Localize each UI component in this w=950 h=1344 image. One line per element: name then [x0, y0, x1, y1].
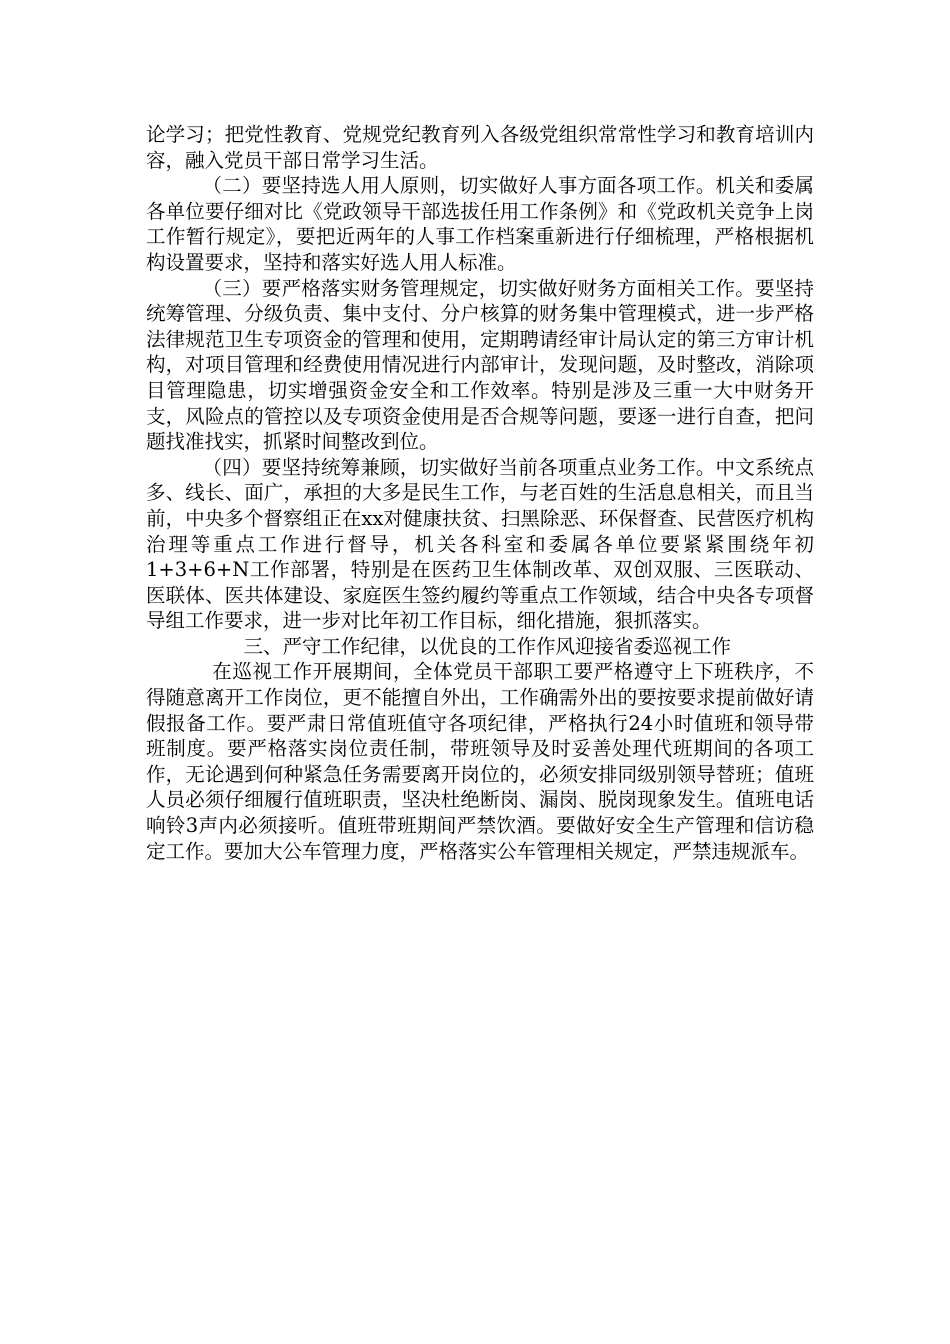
paragraph-key-work: （四）要坚持统筹兼顾，切实做好当前各项重点业务工作。中文系统点多、线长、面广，承担的大多是民生工作，与老百姓的生活息息相关，而且当前，中央多个督察组正在xx对健康扶贫、扫黑除恶、环保督查、民营医疗机构治理等重点工作进行督导，机关各科室和委属各单位要紧紧围绕年初1+3+6+N工作部署，特别是在医药卫生体制改革、双创双服、三医联动、医联体、医共体建设、家庭医生签约履约等重点工作领域，结合中央各专项督导组工作要求，进一步对比年初工作目标，细化措施，狠抓落实。 — [146, 455, 814, 633]
paragraph-personnel: （二）要坚持选人用人原则，切实做好人事方面各项工作。机关和委属各单位要仔细对比《党政领导干部选拔任用工作条例》和《党政机关竞争上岗工作暂行规定》，要把近两年的人事工作档案重新进行仔细梳理，严格根据机构设置要求，坚持和落实好选人用人标准。 — [146, 174, 814, 274]
section-heading-discipline: 三、严守工作纪律，以优良的工作作风迎接省委巡视工作 — [243, 634, 732, 658]
paragraph-discipline: 在巡视工作开展期间，全体党员干部职工要严格遵守上下班秩序，不得随意离开工作岗位，更不能擅自外出，工作确需外出的要按要求提前做好请假报备工作。要严肃日常值班值守各项纪律，严格执行24小时值班和领导带班制度。要严格落实岗位责任制，带班领导及时妥善处理代班期间的各项工作，无论遇到何种紧急任务需要离开岗位的，必须安排同级别领导替班；值班人员必须仔细履行值班职责，坚决杜绝断岗、漏岗、脱岗现象发生。值班电话响铃3声内必须接听。值班带班期间严禁饮酒。要做好安全生产管理和信访稳定工作。要加大公车管理力度，严格落实公车管理相关规定，严禁违规派车。 — [146, 660, 814, 863]
paragraph-finance: （三）要严格落实财务管理规定，切实做好财务方面相关工作。要坚持统筹管理、分级负责、集中支付、分户核算的财务集中管理模式，进一步严格法律规范卫生专项资金的管理和使用，定期聘请经审计局认定的第三方审计机构，对项目管理和经费使用情况进行内部审计，发现问题，及时整改，消除项目管理隐患，切实增强资金安全和工作效率。特别是涉及三重一大中财务开支，风险点的管控以及专项资金使用是否合规等问题，要逐一进行自查，把问题找准找实，抓紧时间整改到位。 — [146, 276, 814, 454]
document-body — [146, 122, 814, 864]
paragraph-continuation: 论学习；把党性教育、党规党纪教育列入各级党组织常常性学习和教育培训内容，融入党员干部日常学习生活。 — [146, 123, 814, 172]
